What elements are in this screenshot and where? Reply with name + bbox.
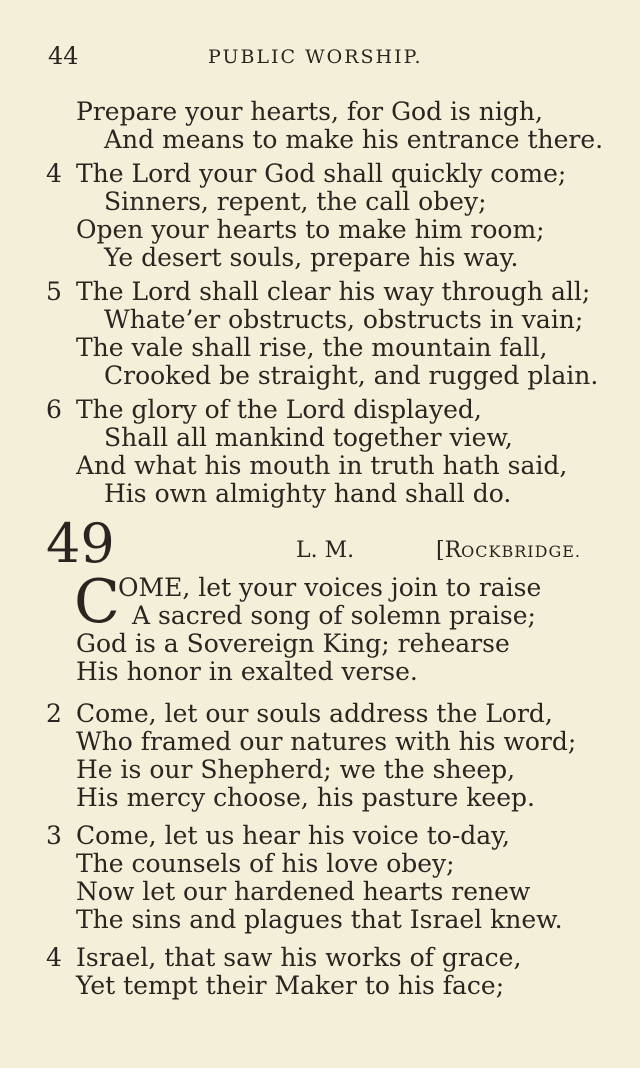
verse-line: His honor in exalted verse. [76,657,418,686]
stanza-number: 2 [46,699,62,728]
verse-line: Who framed our natures with his word; [76,727,577,756]
verse-line: The counsels of his love obey; [76,849,455,878]
verse-line: The glory of the Lord displayed, [76,395,482,424]
tune-rest: OCKBRIDGE. [461,542,581,561]
verse-line: And what his mouth in truth hath said, [76,451,568,480]
page-header [48,42,600,76]
verse-line: His own almighty hand shall do. [104,479,512,508]
hymn-number: 49 [46,512,115,575]
verse-line: Sinners, repent, the call obey; [104,187,487,216]
verse-line: Come, let our souls address the Lord, [76,699,553,728]
verse-line: Whate’er obstructs, obstructs in vain; [104,305,584,334]
verse-line: He is our Shepherd; we the sheep, [76,755,516,784]
verse-line: And means to make his entrance there. [104,125,604,154]
stanza-number: 3 [46,821,62,850]
verse-line: A sacred song of solemn praise; [132,601,536,630]
verse-line: Crooked be straight, and rugged plain. [104,361,599,390]
verse-line: The Lord your God shall quickly come; [76,159,567,188]
verse-line: Come, let us hear his voice to-day, [76,821,510,850]
verse-line: Prepare your hearts, for God is nigh, [76,97,543,126]
verse-line: Open your hearts to make him room; [76,215,545,244]
verse-line: The vale shall rise, the mountain fall, [76,333,548,362]
drop-cap: C [74,567,120,637]
stanza-number: 4 [46,943,62,972]
verse-line: Israel, that saw his works of grace, [76,943,522,972]
verse-line: Now let our hardened hearts renew [76,877,531,906]
stanza-number: 5 [46,277,62,306]
verse-line: Yet tempt their Maker to his face; [76,971,505,1000]
verse-line: OME, let your voices join to raise [118,573,542,602]
verse-line: His mercy choose, his pasture keep. [76,783,535,812]
tune-bracket: [ [436,538,445,563]
page-number: 44 [48,42,79,70]
verse-line: God is a Sovereign King; rehearse [76,629,510,658]
tune-name [436,538,581,563]
verse-line: Shall all mankind together view, [104,423,513,452]
hymn-meter: L. M. [296,538,355,563]
verse-line: The sins and plagues that Israel knew. [76,905,563,934]
verse-line: The Lord shall clear his way through all; [76,277,591,306]
running-title: PUBLIC WORSHIP. [208,46,423,68]
stanza-number: 4 [46,159,62,188]
stanza-number: 6 [46,395,62,424]
verse-line: Ye desert souls, prepare his way. [104,243,519,272]
tune-initial: R [444,538,462,563]
